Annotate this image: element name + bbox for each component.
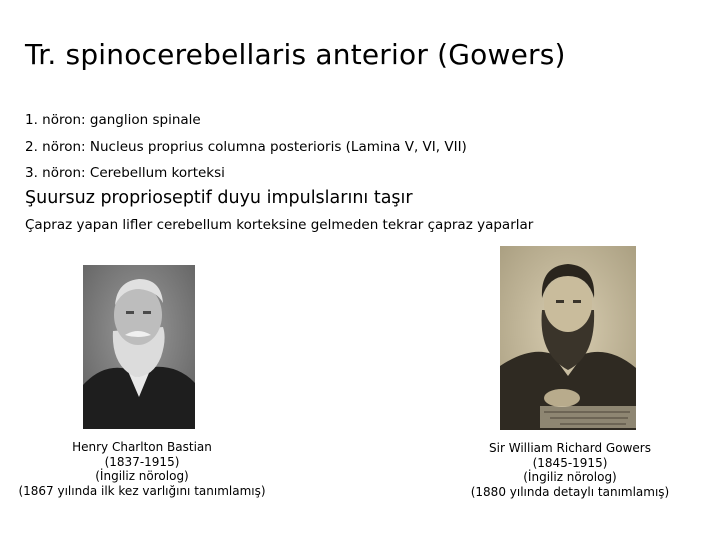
bastian-name: Henry Charlton Bastian	[72, 440, 212, 454]
gowers-name: Sir William Richard Gowers	[489, 441, 651, 455]
gowers-caption	[460, 441, 680, 499]
slide-title: Tr. spinocerebellaris anterior (Gowers)	[25, 38, 566, 71]
gowers-role: (İngiliz nörolog)	[523, 470, 617, 484]
gowers-note: (1880 yılında detaylı tanımlamış)	[470, 484, 670, 499]
bastian-portrait	[83, 265, 195, 429]
bastian-caption	[0, 440, 284, 498]
neuron-1-line: 1. nöron: ganglion spinale	[25, 112, 201, 128]
crossing-line: Çapraz yapan lifler cerebellum korteksine gelmeden tekrar çapraz yaparlar	[25, 217, 534, 233]
bastian-note: (1867 yılında ilk kez varlığını tanımlamış)	[18, 483, 266, 498]
bastian-years: (1837-1915)	[104, 454, 180, 469]
gowers-years: (1845-1915)	[532, 455, 608, 470]
gowers-portrait	[500, 246, 636, 430]
function-line: Şuursuz proprioseptif duyu impulslarını taşır	[25, 188, 413, 208]
neuron-3-line: 3. nöron: Cerebellum korteksi	[25, 165, 225, 181]
bastian-role: (İngiliz nörolog)	[95, 469, 189, 483]
neuron-2-line: 2. nöron: Nucleus proprius columna posterioris (Lamina V, VI, VII)	[25, 139, 467, 155]
